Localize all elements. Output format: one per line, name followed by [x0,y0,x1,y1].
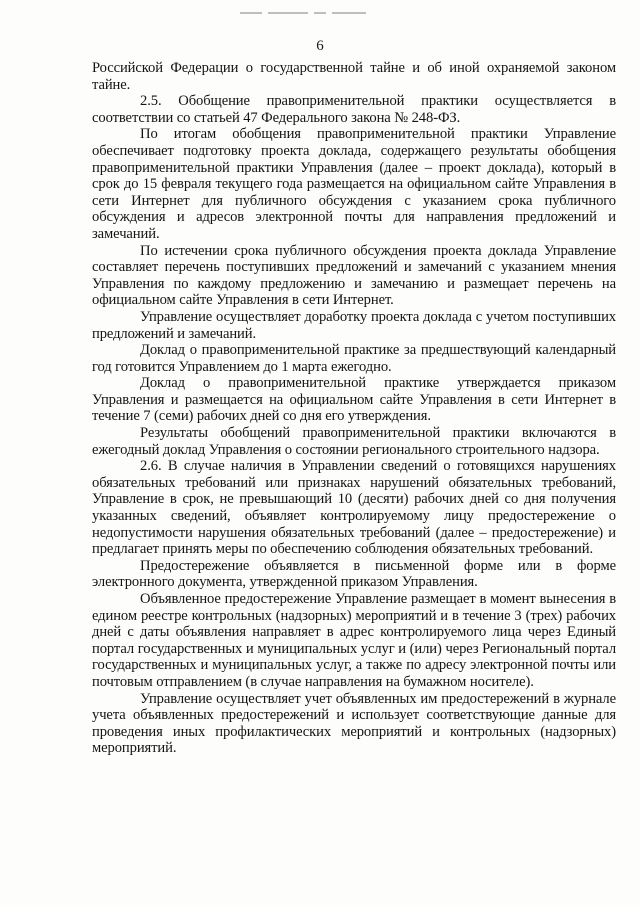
paragraph: Управление осуществляет учет объявленных им предостережений в журнале учета объявленных предостережений и использует соответствующие данные для проведения иных профилактических мероприятий и контрольных (надзорных) мероприятий. [92,690,616,757]
paragraph: Доклад о правоприменительной практике утверждается приказом Управления и размещается на официальном сайте Управления в сети Интернет в течение 7 (семи) рабочих дней со дня его утверждения. [92,375,616,425]
document-body [92,60,616,757]
paragraph: По итогам обобщения правоприменительной практики Управление обеспечивает подготовку проекта доклада, содержащего результаты обобщения правоприменительной практики Управления (далее – проект доклада), который в срок до 15 февраля текущего года размещается на официальном сайте Управления в сети Интернет для публичного обсуждения с указанием срока публичного обсуждения и адресов электронной почты для направления предложений и замечаний. [92,126,616,242]
scan-artifact [240,8,390,18]
paragraph: 2.6. В случае наличия в Управлении сведений о готовящихся нарушениях обязательных требований или признаках нарушений обязательных требований, Управление в срок, не превышающий 10 (десяти) рабочих дней со дня получения указанных сведений, объявляет контролируемому лицу предостережение о недопустимости нарушения обязательных требований (далее – предостережение) и предлагает принять меры по обеспечению соблюдения обязательных требований. [92,458,616,558]
paragraph: Управление осуществляет доработку проекта доклада с учетом поступивших предложений и замечаний. [92,308,616,342]
paragraph: Доклад о правоприменительной практике за предшествующий календарный год готовится Управлением до 1 марта ежегодно. [92,342,616,375]
page-number: 6 [316,38,324,54]
paragraph: 2.5. Обобщение правоприменительной практики осуществляется в соответствии со статьей 47 Федерального закона № 248-ФЗ. [92,93,616,126]
paragraph: По истечении срока публичного обсуждения проекта доклада Управление составляет перечень поступивших предложений и замечаний с указанием мнения Управления по каждому предложению и замечанию и размещает перечень на официальном сайте Управления в сети Интернет. [92,242,616,309]
paragraph: Результаты обобщений правоприменительной практики включаются в ежегодный доклад Управления о состоянии регионального строительного надзора. [92,425,616,458]
paragraph: Российской Федерации о государственной тайне и об иной охраняемой законом тайне. [92,60,616,93]
paragraph: Объявленное предостережение Управление размещает в момент вынесения в едином реестре контрольных (надзорных) мероприятий и в течение 3 (трех) рабочих дней с даты объявления направляет в адрес контролируемого лица через Единый портал государственных и муниципальных услуг и (или) через Региональный портал государственных и муниципальных услуг, а также по адресу электронной почты или почтовым отправлением (в случае направления на бумажном носителе). [92,591,616,690]
paragraph: Предостережение объявляется в письменной форме или в форме электронного документа, утвержденной приказом Управления. [92,557,616,591]
